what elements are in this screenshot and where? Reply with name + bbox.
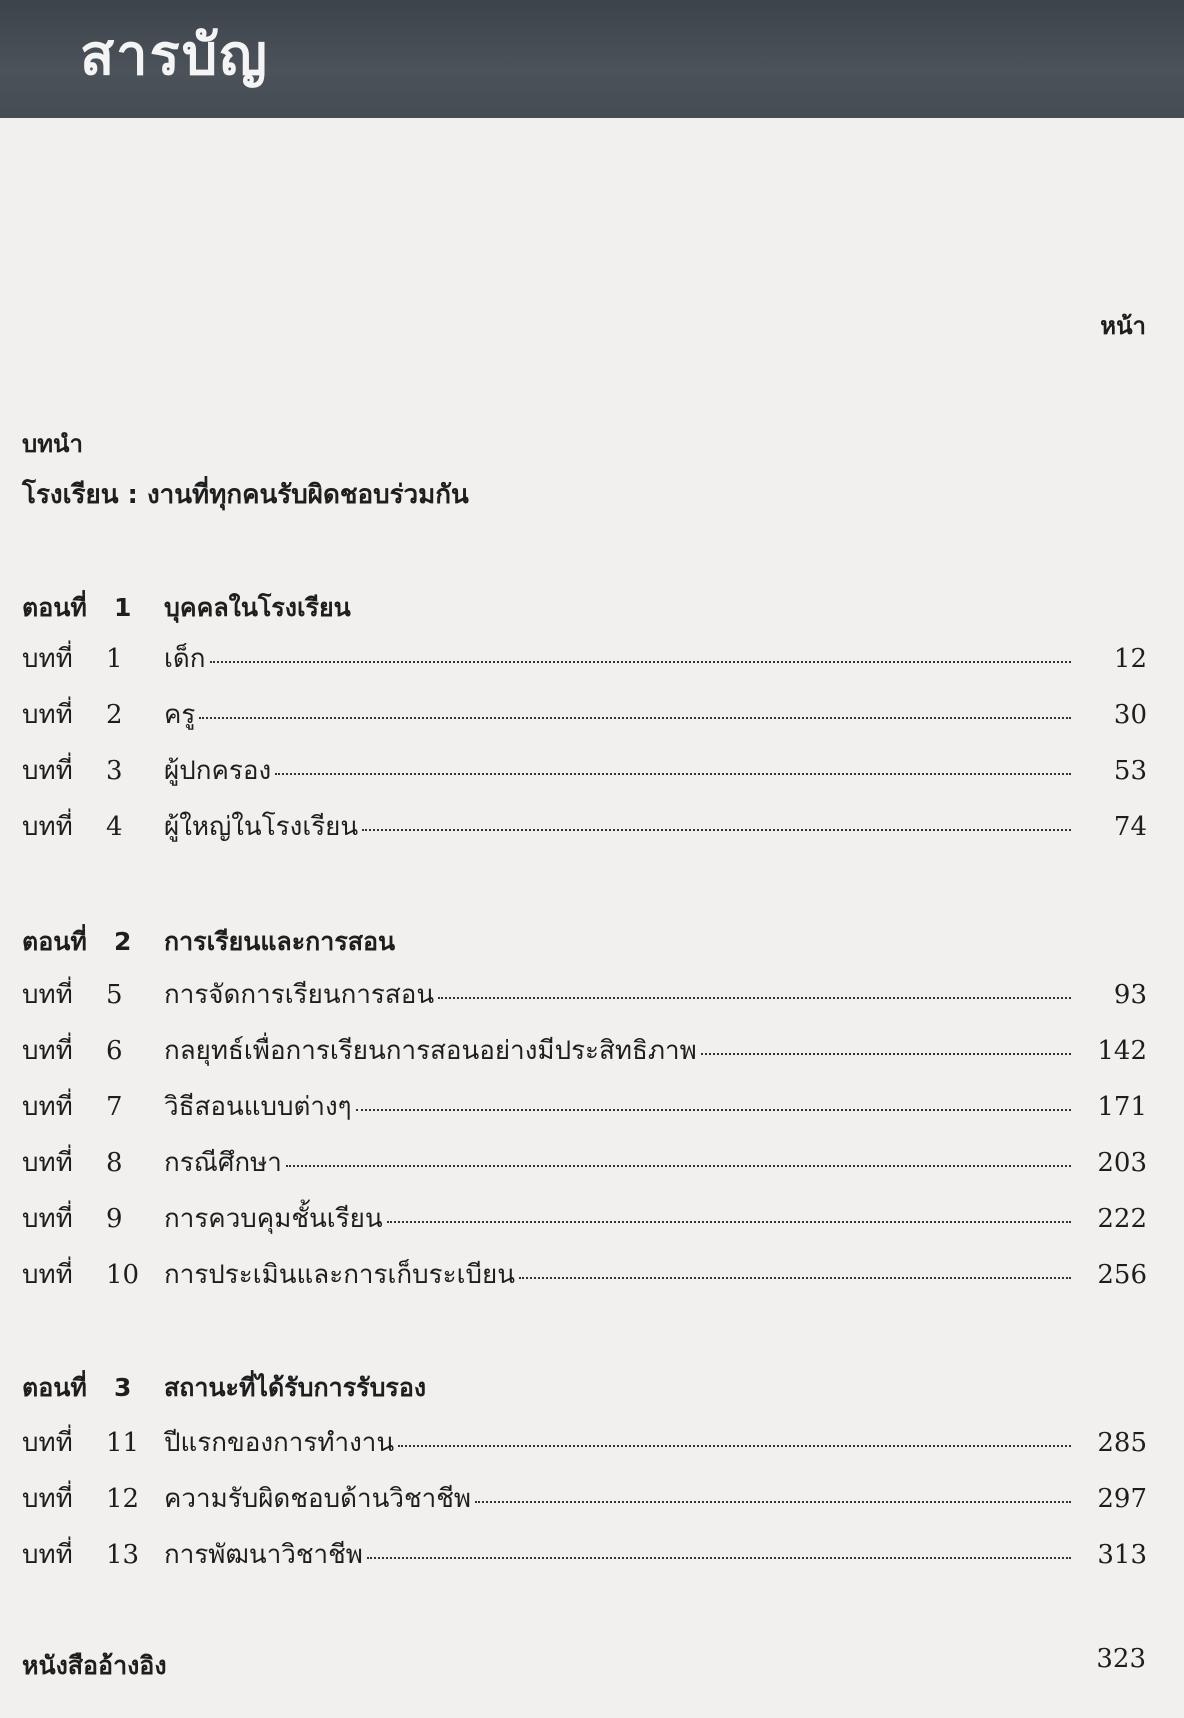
chapter-number: 8	[106, 1148, 123, 1178]
dot-leader	[367, 1557, 1071, 1559]
chapter-word: บทที่	[22, 1260, 73, 1290]
chapter-title: ปีแรกของการทำงาน	[164, 1428, 395, 1458]
page-number: 74	[1113, 812, 1147, 842]
toc-entry	[22, 694, 1147, 734]
toc-entry	[22, 1086, 1147, 1126]
page-number: 171	[1097, 1092, 1147, 1122]
toc-entry	[22, 638, 1147, 678]
page-number: 297	[1097, 1484, 1147, 1514]
page-number: 256	[1097, 1260, 1147, 1290]
page-number: 285	[1097, 1428, 1147, 1458]
chapter-number: 5	[106, 980, 123, 1010]
chapter-title: กลยุทธ์เพื่อการเรียนการสอนอย่างมีประสิทธิภาพ	[164, 1036, 697, 1066]
chapter-title: การประเมินและการเก็บระเบียน	[164, 1260, 515, 1290]
page-number: 203	[1097, 1148, 1147, 1178]
chapter-word: บทที่	[22, 1148, 73, 1178]
toc-entry	[22, 1030, 1147, 1070]
part-word: ตอนที่	[22, 927, 87, 956]
chapter-title: ผู้ปกครอง	[164, 756, 272, 786]
part-word: ตอนที่	[22, 593, 87, 622]
chapter-word: บทที่	[22, 1036, 73, 1066]
dot-leader	[286, 1165, 1071, 1167]
intro-label: บทนำ	[22, 430, 83, 458]
dot-leader	[275, 773, 1071, 775]
chapter-number: 7	[106, 1092, 123, 1122]
chapter-number: 12	[106, 1484, 140, 1514]
part-number: 1	[114, 593, 132, 622]
dot-leader	[438, 997, 1071, 999]
chapter-title: วิธีสอนแบบต่างๆ	[164, 1092, 352, 1122]
chapter-word: บทที่	[22, 700, 73, 730]
toc-entry	[22, 1142, 1147, 1182]
chapter-word: บทที่	[22, 812, 73, 842]
chapter-title: ความรับผิดชอบด้านวิชาชีพ	[164, 1484, 471, 1514]
dot-leader	[356, 1109, 1071, 1111]
chapter-title: ผู้ใหญ่ในโรงเรียน	[164, 812, 359, 842]
chapter-word: บทที่	[22, 1540, 73, 1570]
part-title: การเรียนและการสอน	[164, 927, 396, 956]
page-number: 93	[1113, 980, 1147, 1010]
page-title: สารบัญ	[80, 23, 269, 88]
part-word: ตอนที่	[22, 1373, 87, 1402]
dot-leader	[199, 717, 1071, 719]
chapter-number: 1	[106, 644, 123, 674]
chapter-word: บทที่	[22, 644, 73, 674]
chapter-title: การพัฒนาวิชาชีพ	[164, 1540, 363, 1570]
page-number: 222	[1097, 1204, 1147, 1234]
page-number: 313	[1097, 1540, 1147, 1570]
page-number: 142	[1097, 1036, 1147, 1066]
toc-entry	[22, 806, 1147, 846]
dot-leader	[398, 1445, 1071, 1447]
chapter-word: บทที่	[22, 756, 73, 786]
part-heading	[22, 922, 395, 962]
chapter-word: บทที่	[22, 980, 73, 1010]
page-column-header: หน้า	[1100, 312, 1146, 340]
chapter-title: เด็ก	[164, 644, 206, 674]
title-bar	[0, 0, 1184, 118]
dot-leader	[387, 1221, 1071, 1223]
references-label: หนังสืออ้างอิง	[22, 1651, 167, 1680]
chapter-word: บทที่	[22, 1092, 73, 1122]
toc-entry	[22, 750, 1147, 790]
chapter-title: กรณีศึกษา	[164, 1148, 282, 1178]
dot-leader	[210, 661, 1071, 663]
toc-entry	[22, 1198, 1147, 1238]
part-heading	[22, 1368, 426, 1408]
part-number: 3	[114, 1373, 132, 1402]
page-number: 30	[1113, 700, 1147, 730]
chapter-number: 13	[106, 1540, 140, 1570]
part-title: สถานะที่ได้รับการรับรอง	[164, 1373, 427, 1402]
chapter-title: การควบคุมชั้นเรียน	[164, 1204, 383, 1234]
intro-title: โรงเรียน : งานที่ทุกคนรับผิดชอบร่วมกัน	[22, 480, 469, 510]
chapter-number: 3	[106, 756, 123, 786]
part-title: บุคคลในโรงเรียน	[164, 593, 351, 622]
chapter-word: บทที่	[22, 1484, 73, 1514]
part-number: 2	[114, 927, 132, 956]
toc-entry	[22, 974, 1147, 1014]
dot-leader	[362, 829, 1071, 831]
chapter-number: 10	[106, 1260, 140, 1290]
dot-leader	[475, 1501, 1071, 1503]
chapter-title: การจัดการเรียนการสอน	[164, 980, 435, 1010]
toc-entry	[22, 1534, 1147, 1574]
dot-leader	[519, 1277, 1071, 1279]
part-heading	[22, 588, 351, 628]
chapter-number: 11	[106, 1428, 140, 1458]
chapter-number: 9	[106, 1204, 123, 1234]
dot-leader	[701, 1053, 1071, 1055]
toc-entry	[22, 1478, 1147, 1518]
chapter-number: 4	[106, 812, 123, 842]
chapter-title: ครู	[164, 700, 196, 730]
page-number: 53	[1113, 756, 1147, 786]
references-page-number: 323	[1096, 1644, 1146, 1674]
chapter-word: บทที่	[22, 1204, 73, 1234]
chapter-number: 2	[106, 700, 123, 730]
page-number: 12	[1113, 644, 1147, 674]
chapter-word: บทที่	[22, 1428, 73, 1458]
chapter-number: 6	[106, 1036, 123, 1066]
toc-entry	[22, 1254, 1147, 1294]
toc-entry	[22, 1422, 1147, 1462]
